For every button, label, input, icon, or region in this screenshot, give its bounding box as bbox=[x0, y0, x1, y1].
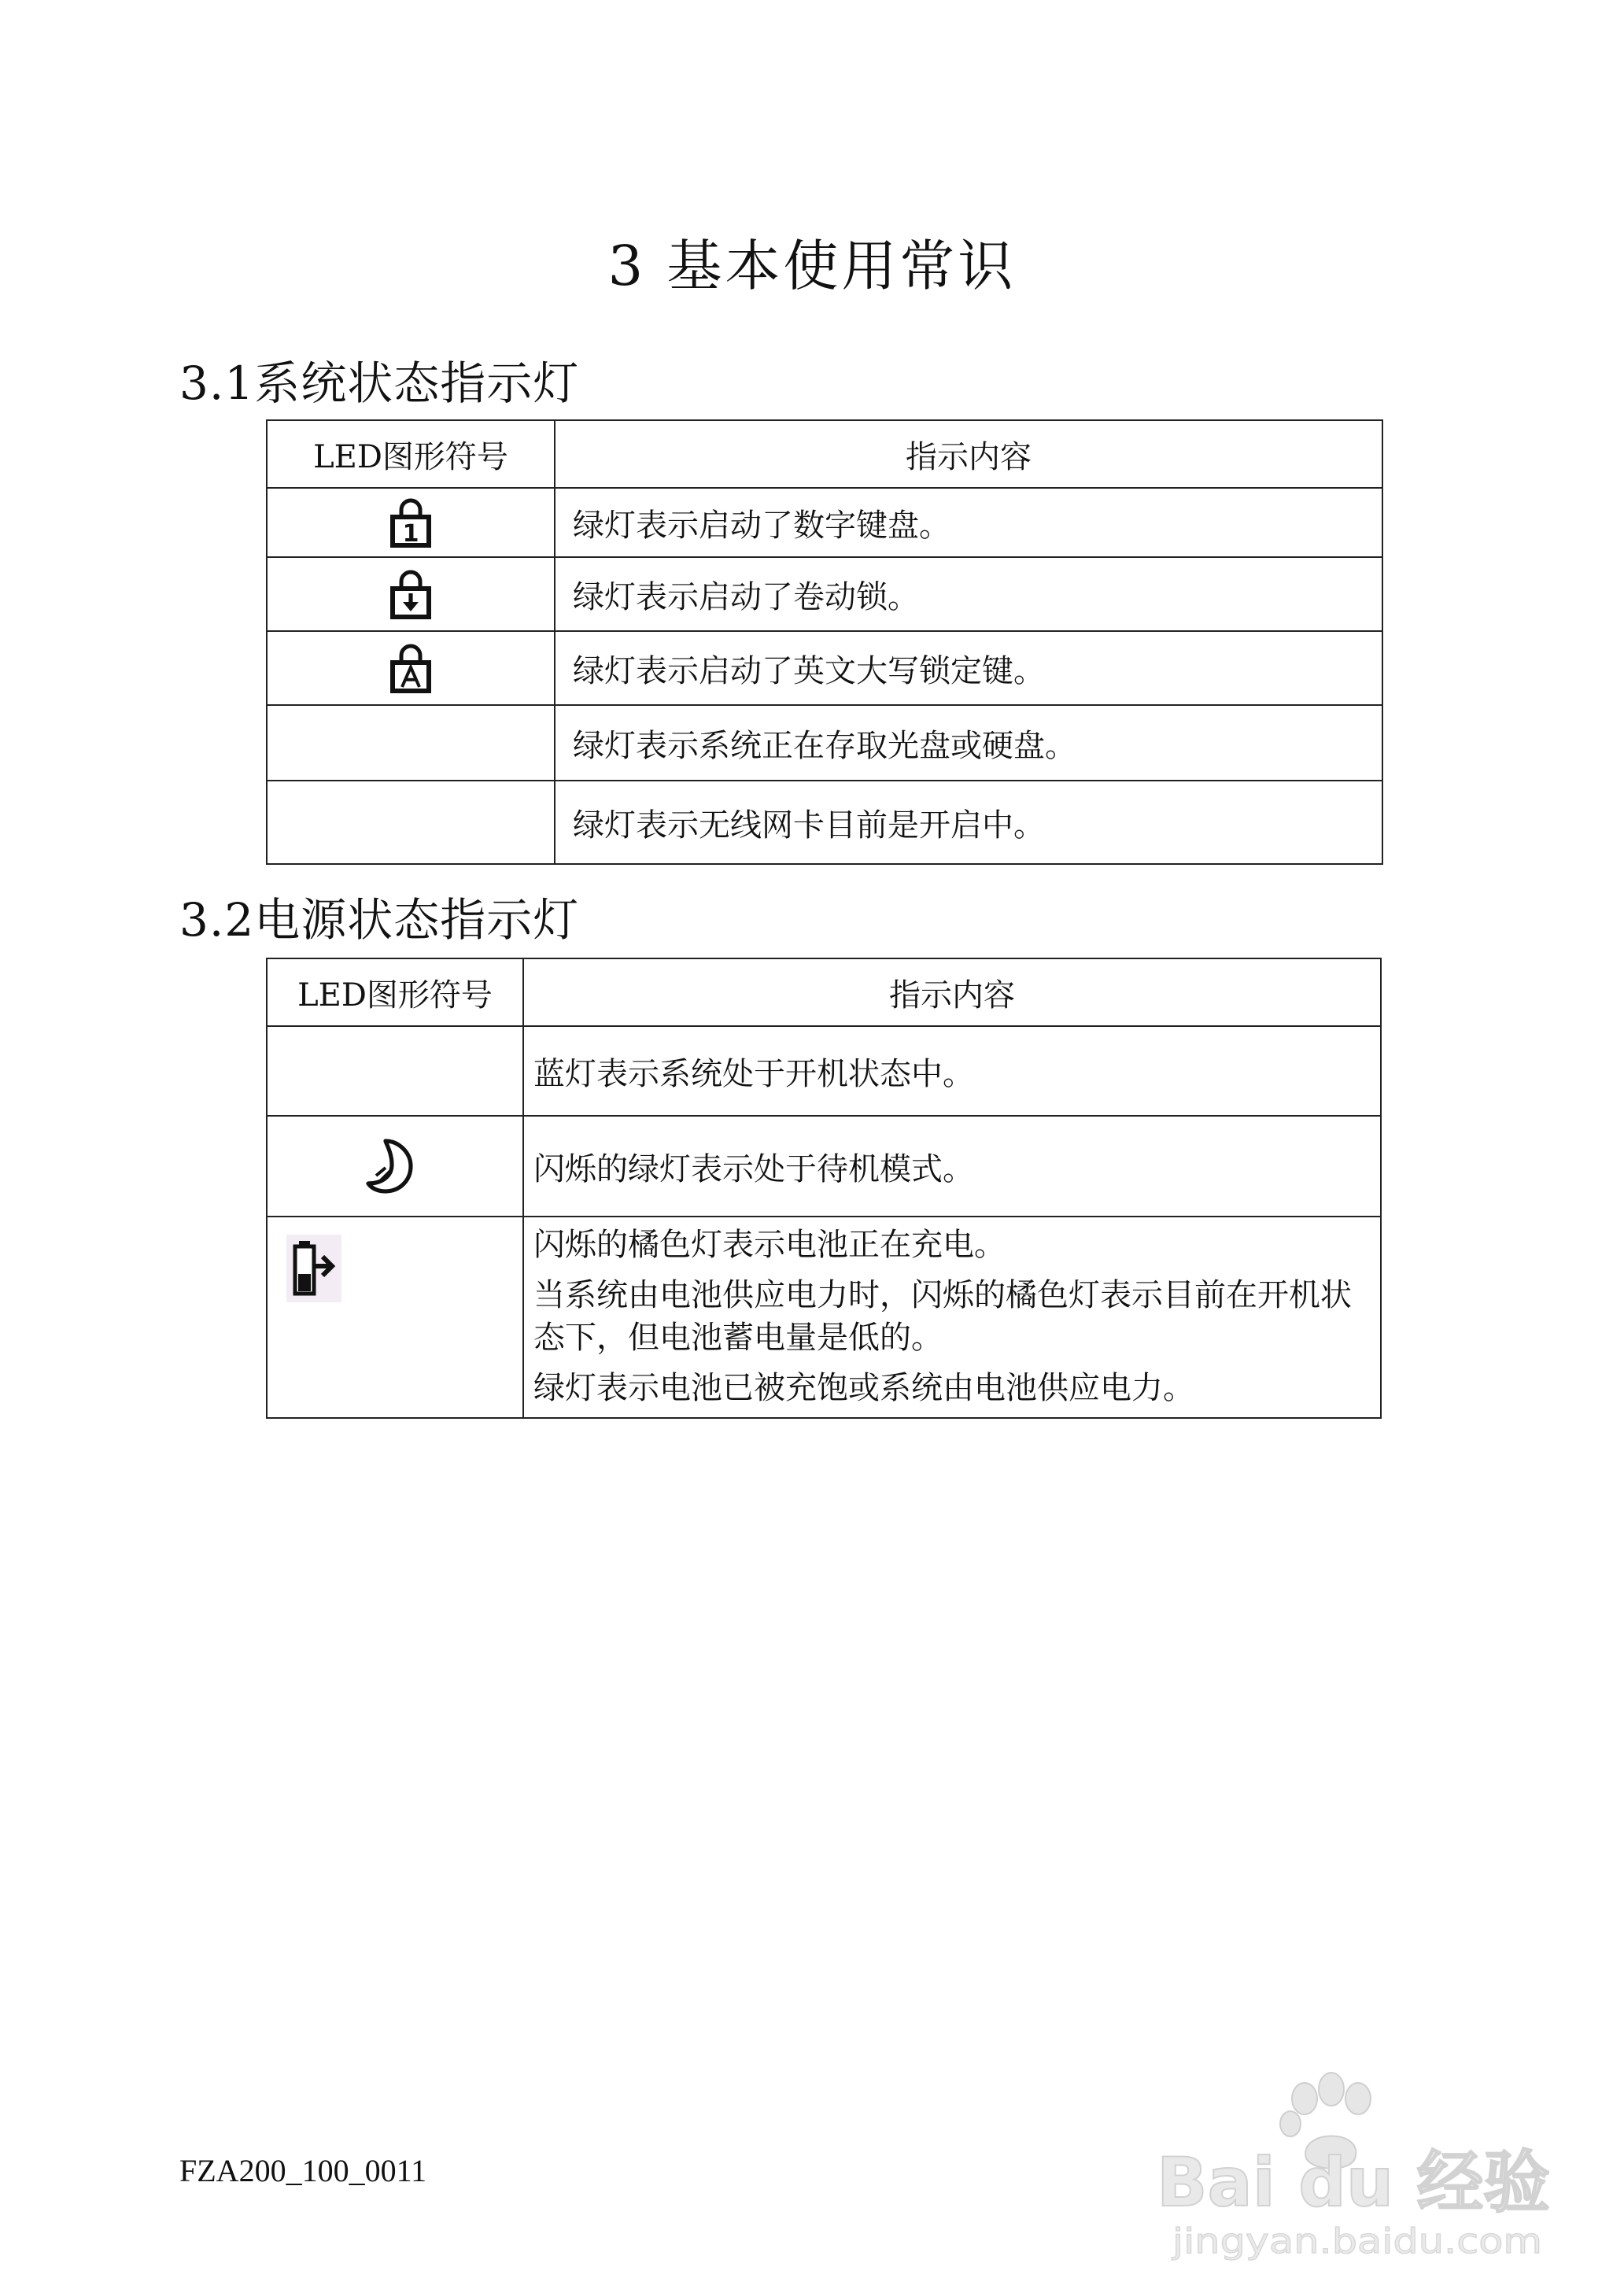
watermark-url: jingyan.baidu.com bbox=[1171, 2221, 1542, 2262]
table-row bbox=[267, 488, 1382, 557]
caps-lock-icon bbox=[389, 648, 433, 684]
description-line: 当系统由电池供应电力时，闪烁的橘色灯表示目前在开机状态下，但电池蓄电量是低的。 bbox=[533, 1277, 1352, 1356]
moon-icon bbox=[364, 1146, 426, 1182]
section-title-system-indicators: 3.1系统状态指示灯 bbox=[179, 356, 580, 410]
table-header-row bbox=[267, 958, 1381, 1026]
baidu-jingyan-watermark bbox=[1157, 2066, 1566, 2262]
header-symbol: LED图形符号 bbox=[267, 958, 523, 1026]
symbol-cell bbox=[267, 488, 555, 557]
table-row bbox=[267, 705, 1382, 781]
table-row bbox=[267, 557, 1382, 631]
document-code: FZA200_100_0011 bbox=[179, 2153, 427, 2188]
description-cell: 绿灯表示启动了数字键盘。 bbox=[555, 488, 1382, 557]
description-cell bbox=[523, 1217, 1381, 1418]
header-content: 指示内容 bbox=[523, 958, 1381, 1026]
description-cell: 绿灯表示系统正在存取光盘或硬盘。 bbox=[555, 705, 1382, 781]
description-cell: 闪烁的绿灯表示处于待机模式。 bbox=[523, 1116, 1381, 1217]
system-indicator-table bbox=[266, 419, 1383, 865]
description-cell: 蓝灯表示系统处于开机状态中。 bbox=[523, 1026, 1381, 1116]
symbol-cell bbox=[267, 1026, 523, 1116]
svg-text:1: 1 bbox=[402, 520, 419, 548]
num-lock-icon bbox=[389, 502, 433, 548]
table-row bbox=[267, 1217, 1381, 1418]
table-row bbox=[267, 1026, 1381, 1116]
description-cell: 绿灯表示启动了英文大写锁定键。 bbox=[555, 631, 1382, 705]
power-indicator-table bbox=[266, 958, 1382, 1419]
description-cell: 绿灯表示启动了卷动锁。 bbox=[555, 557, 1382, 631]
description-line: 闪烁的橘色灯表示电池正在充电。 bbox=[533, 1227, 1006, 1263]
symbol-cell bbox=[267, 1217, 523, 1418]
symbol-cell bbox=[267, 1116, 523, 1217]
header-symbol: LED图形符号 bbox=[267, 420, 555, 488]
section-title-power-indicators: 3.2电源状态指示灯 bbox=[179, 893, 580, 947]
description-line: 绿灯表示电池已被充饱或系统由电池供应电力。 bbox=[533, 1370, 1194, 1406]
scroll-lock-icon bbox=[389, 574, 433, 610]
symbol-cell bbox=[267, 557, 555, 631]
table-row bbox=[267, 781, 1382, 864]
header-content: 指示内容 bbox=[555, 420, 1382, 488]
table-header-row bbox=[267, 420, 1382, 488]
table-row bbox=[267, 1116, 1381, 1217]
chapter-title: 3 基本使用常识 bbox=[607, 234, 1017, 298]
symbol-cell bbox=[267, 631, 555, 705]
description-cell: 绿灯表示无线网卡目前是开启中。 bbox=[555, 781, 1382, 864]
battery-charge-icon bbox=[286, 1235, 341, 1302]
table-row bbox=[267, 631, 1382, 705]
watermark-brand: Bai du 经验 bbox=[1157, 2143, 1550, 2222]
symbol-cell bbox=[267, 781, 555, 864]
symbol-cell bbox=[267, 705, 555, 781]
